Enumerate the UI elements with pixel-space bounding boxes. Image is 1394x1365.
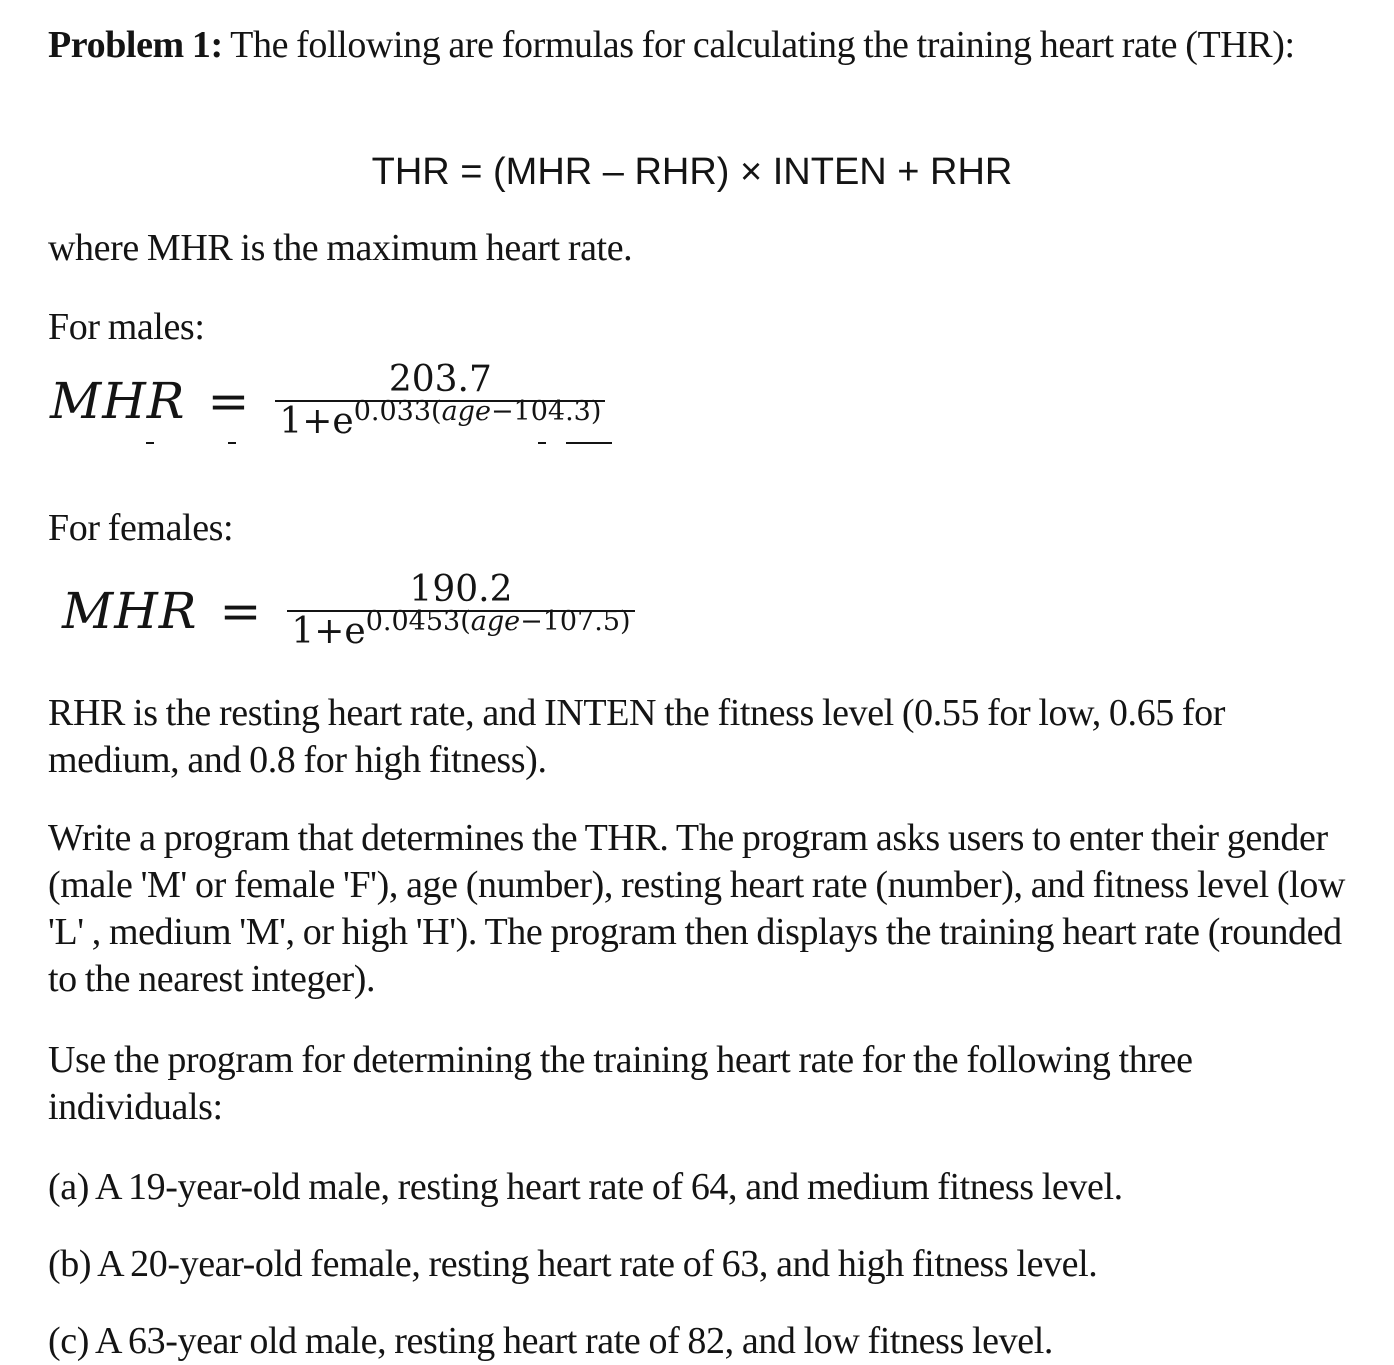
use-paragraph: Use the program for determining the training heart rate for the following three individuals: bbox=[48, 1039, 1193, 1128]
crop-artifact bbox=[146, 442, 154, 444]
male-mhr-lhs: MHR bbox=[50, 372, 186, 430]
female-exponent bbox=[366, 606, 631, 637]
female-exp-suffix: −107.5) bbox=[520, 606, 631, 637]
case-item: (b) A 20-year-old female, resting heart rate of 63, and high fitness level. bbox=[48, 1243, 1098, 1285]
rhr-paragraph: RHR is the resting heart rate, and INTEN the fitness level (0.55 for low, 0.65 for medium, and 0.8 for high fitness). bbox=[48, 692, 1226, 781]
male-fraction bbox=[275, 360, 605, 442]
females-heading: For females: bbox=[48, 507, 234, 549]
female-mhr-formula bbox=[62, 570, 635, 652]
female-denominator bbox=[287, 606, 634, 652]
female-equals-sign: = bbox=[219, 582, 262, 640]
crop-artifact bbox=[566, 442, 612, 444]
mhr-definition: where MHR is the maximum heart rate. bbox=[48, 227, 633, 269]
female-fraction bbox=[287, 570, 634, 652]
female-numerator: 190.2 bbox=[409, 569, 513, 610]
thr-formula-text: THR = (MHR – RHR) × INTEN + RHR bbox=[371, 151, 1013, 193]
male-numerator: 203.7 bbox=[388, 359, 492, 400]
male-exp-prefix: 0.033( bbox=[353, 396, 442, 427]
males-heading: For males: bbox=[48, 306, 205, 348]
female-exp-prefix: 0.0453( bbox=[365, 606, 471, 637]
thr-formula bbox=[0, 148, 1394, 196]
crop-artifact bbox=[228, 442, 236, 444]
case-item: (a) A 19-year-old male, resting heart rate of 64, and medium fitness level. bbox=[48, 1166, 1123, 1208]
problem-intro bbox=[48, 22, 1348, 69]
problem-intro-text: The following are formulas for calculating the training heart rate (THR): bbox=[222, 24, 1295, 66]
male-exponent bbox=[354, 396, 602, 427]
female-denom-base: 1+e bbox=[291, 611, 366, 652]
female-mhr-lhs: MHR bbox=[62, 582, 198, 640]
problem-label: Problem 1: bbox=[48, 24, 223, 66]
male-exp-var: age bbox=[441, 396, 491, 427]
crop-artifact bbox=[538, 442, 546, 444]
case-item: (c) A 63-year old male, resting heart rate of 82, and low fitness level. bbox=[48, 1320, 1053, 1362]
female-exp-var: age bbox=[470, 606, 521, 637]
male-equals-sign: = bbox=[207, 372, 250, 430]
male-exp-suffix: −104.3) bbox=[490, 396, 602, 427]
male-mhr-formula bbox=[50, 360, 605, 442]
male-denom-base: 1+e bbox=[279, 401, 354, 442]
male-denominator bbox=[275, 396, 605, 442]
task-paragraph: Write a program that determines the THR. The program asks users to enter their gender (male 'M' or female 'F'), age (number), resting heart rate (number), and fitness level (low 'L' , medium 'M', or high 'H'). The program then displays the training heart rate (rounded to the nearest integer). bbox=[48, 817, 1345, 1000]
